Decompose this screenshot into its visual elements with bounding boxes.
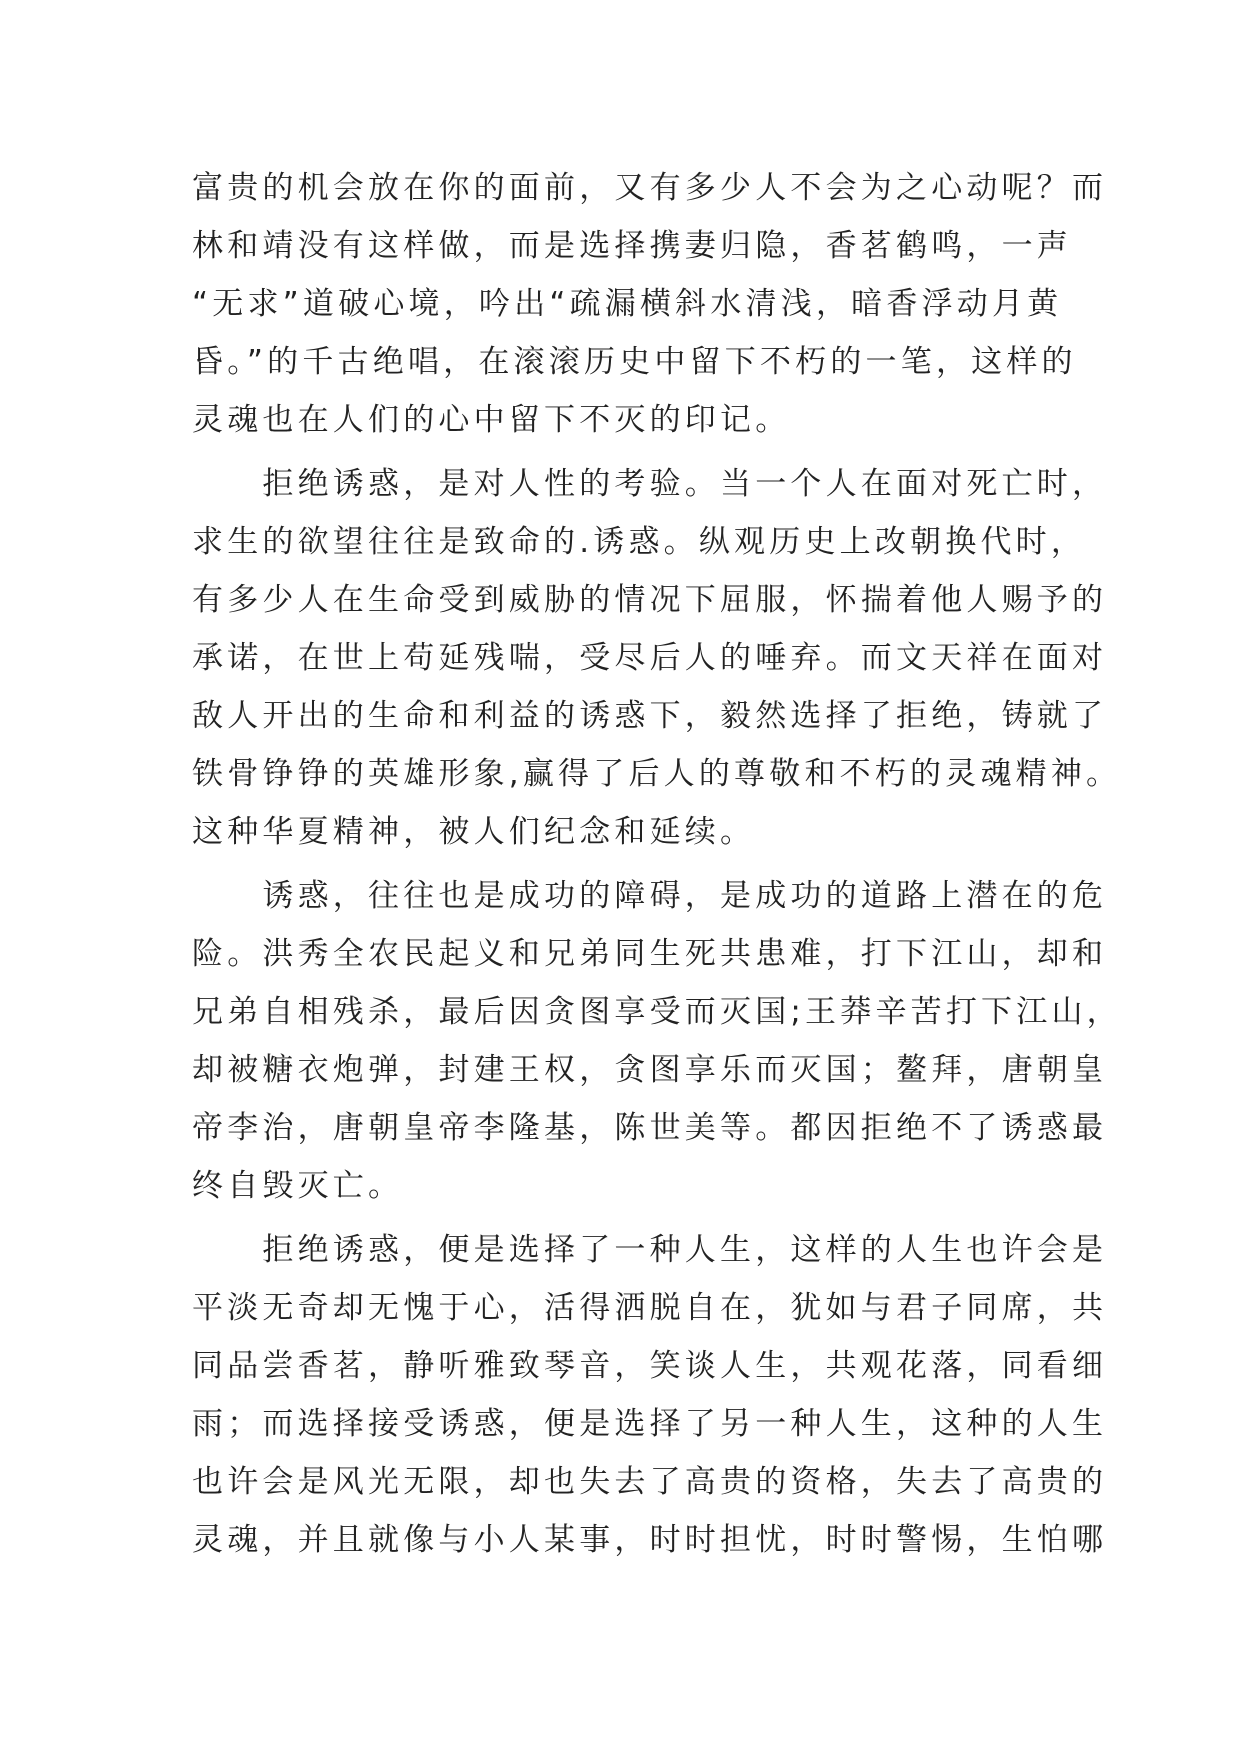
text-line: 富贵的机会放在你的面前，又有多少人不会为之心动呢？而 bbox=[192, 170, 1108, 206]
text-line: 灵魂，并且就像与小人某事，时时担忧，时时警惕，生怕哪 bbox=[192, 1522, 1108, 1558]
text-line: 平淡无奇却无愧于心，活得洒脱自在，犹如与君子同席，共 bbox=[192, 1290, 1108, 1326]
text-line: 终自毁灭亡。 bbox=[192, 1168, 404, 1204]
text-line: 有多少人在生命受到威胁的情况下屈服，怀揣着他人赐予的 bbox=[192, 582, 1108, 618]
text-line: 也许会是风光无限，却也失去了高贵的资格，失去了高贵的 bbox=[192, 1464, 1108, 1500]
text-line: 承诺，在世上苟延残喘，受尽后人的唾弃。而文天祥在面对 bbox=[192, 640, 1108, 676]
text-line: 诱惑，往往也是成功的障碍，是成功的道路上潜在的危 bbox=[192, 878, 1108, 914]
text-line: 求生的欲望往往是致命的.诱惑。纵观历史上改朝换代时， bbox=[192, 524, 1087, 560]
text-line: 铁骨铮铮的英雄形象,赢得了后人的尊敬和不朽的灵魂精神。 bbox=[192, 756, 1122, 792]
text-line: 拒绝诱惑，便是选择了一种人生，这样的人生也许会是 bbox=[192, 1232, 1108, 1268]
text-line: 昏。”的千古绝唱，在滚滚历史中留下不朽的一笔，这样的 bbox=[192, 344, 1077, 380]
text-line: “无求”道破心境，吟出“疏漏横斜水清浅，暗香浮动月黄 bbox=[192, 286, 1063, 322]
text-line: 帝李治，唐朝皇帝李隆基，陈世美等。都因拒绝不了诱惑最 bbox=[192, 1110, 1108, 1146]
text-line: 却被糖衣炮弹，封建王权，贪图享乐而灭国；鳌拜，唐朝皇 bbox=[192, 1052, 1108, 1088]
text-line: 雨；而选择接受诱惑，便是选择了另一种人生，这种的人生 bbox=[192, 1406, 1108, 1442]
text-line: 同品尝香茗，静听雅致琴音，笑谈人生，共观花落，同看细 bbox=[192, 1348, 1108, 1384]
text-line: 拒绝诱惑，是对人性的考验。当一个人在面对死亡时， bbox=[192, 466, 1108, 502]
text-line: 林和靖没有这样做，而是选择携妻归隐，香茗鹤鸣，一声 bbox=[192, 228, 1072, 264]
text-line: 这种华夏精神，被人们纪念和延续。 bbox=[192, 814, 756, 850]
text-line: 兄弟自相残杀，最后因贪图享受而灭国;王莽辛苦打下江山， bbox=[192, 994, 1122, 1030]
text-line: 灵魂也在人们的心中留下不灭的印记。 bbox=[192, 402, 791, 438]
text-line: 险。洪秀全农民起义和兄弟同生死共患难，打下江山，却和 bbox=[192, 936, 1108, 972]
essay-body bbox=[192, 159, 1122, 1569]
text-line: 敌人开出的生命和利益的诱惑下，毅然选择了拒绝，铸就了 bbox=[192, 698, 1108, 734]
